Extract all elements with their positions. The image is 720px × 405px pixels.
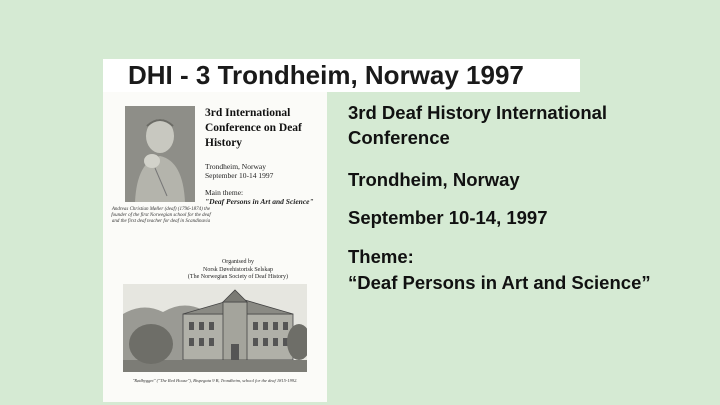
poster-theme xyxy=(205,188,325,206)
conference-poster-image xyxy=(103,92,327,402)
organiser-norwegian: Norsk Døvehistorisk Selskap xyxy=(203,266,273,273)
building-caption: "Rødbygget" ("The Red House"), Bispegata 9 B, Trondheim, school for the deaf 1815-1992. xyxy=(132,378,298,383)
conference-location: Trondheim, Norway xyxy=(348,169,520,190)
poster-date: September 10-14 1997 xyxy=(205,171,274,180)
conference-dates: September 10-14, 1997 xyxy=(348,207,548,228)
portrait-caption: Andreas Christian Møller (deaf) (1796-1874) the founder of the first Norwegian school for the deaf and the first deaf teacher for deaf in Scandinavia xyxy=(111,207,211,224)
theme-label: Theme: xyxy=(348,246,414,267)
poster-theme-value: "Deaf Persons in Art and Science" xyxy=(205,197,314,206)
slide-title: DHI - 3 Trondheim, Norway 1997 xyxy=(128,60,524,90)
poster-place-date xyxy=(205,162,325,180)
organiser-english: (The Norwegian Society of Deaf History) xyxy=(187,274,289,280)
poster-theme-label: Main theme: xyxy=(205,188,244,197)
poster-organiser xyxy=(173,259,303,282)
conference-name: 3rd Deaf History International Conference xyxy=(348,102,608,148)
poster-place: Trondheim, Norway xyxy=(205,162,266,171)
portrait-bust-image xyxy=(125,106,195,202)
school-building-engraving xyxy=(123,284,307,372)
theme-value: “Deaf Persons in Art and Science” xyxy=(348,272,651,293)
poster-heading: 3rd International Conference on Deaf History xyxy=(205,107,302,149)
organised-by-label: Organised by xyxy=(221,259,255,265)
